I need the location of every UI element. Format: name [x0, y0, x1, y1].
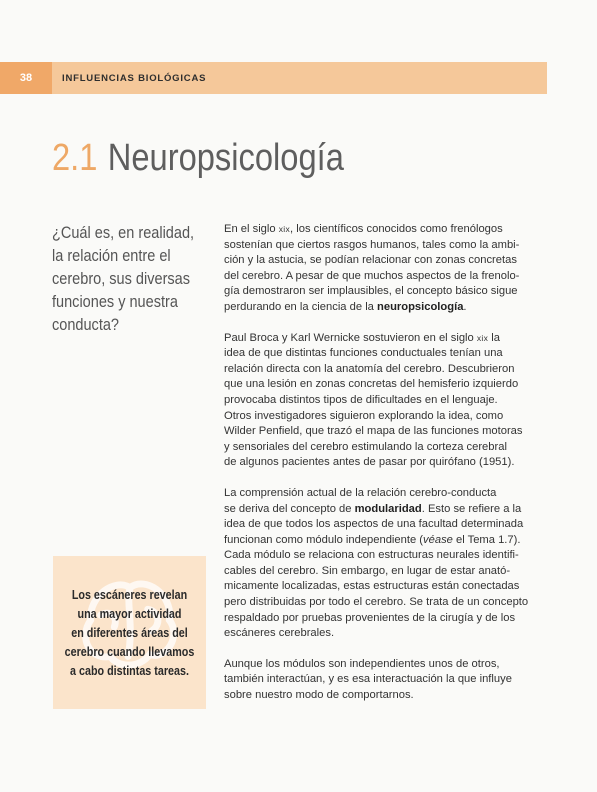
section-number: 2.1	[52, 137, 98, 179]
callout-line: Los escáneres revelan	[71, 588, 188, 602]
body-text	[224, 222, 549, 719]
keyword-modularidad: modularidad	[354, 502, 422, 515]
callout-line: una mayor actividad	[77, 607, 182, 621]
page-number: 38	[19, 72, 33, 84]
pull-question	[52, 222, 202, 337]
pull-question-line: funciones y nuestra	[52, 293, 178, 311]
callout-line: cerebro cuando llevamos	[64, 645, 195, 659]
callout-line: en diferentes áreas del	[71, 626, 188, 640]
pull-question-line: ¿Cuál es, en realidad,	[52, 224, 195, 242]
callout-box	[53, 556, 206, 709]
section-title	[52, 134, 344, 182]
pull-question-line: conducta?	[52, 316, 120, 334]
callout-line: a cabo distintas tareas.	[70, 664, 189, 678]
paragraph-modularidad: La comprensión actual de la relación cerebro-conducta se deriva del concepto de modularidad. Esto se refiere a la idea de que todos los aspectos de una facultad determinada funcionan como módulo independiente (véase el Tema 1.7). Cada módulo se relaciona con estructuras neurales identifi- cables del cerebro. Sin embargo, en lugar de estar anató- micamente localizadas, estas estructuras están conectadas pero distribuidas por todo el cerebro. Se trata de un concepto respaldado por pruebas provenientes de la cirugía y de los escáneres cerebrales.	[224, 486, 529, 640]
page-number-box	[0, 62, 52, 94]
pull-question-line: la relación entre el	[52, 247, 171, 265]
pull-question-line: cerebro, sus diversas	[52, 270, 191, 288]
paragraph-broca-wernicke: Paul Broca y Karl Wernicke sostuvieron en el siglo xix la idea de que distintas funciones conductuales tenían una relación directa con la anatomía del cerebro. Descubrieron que una lesión en zonas concretas del hemisferio izquierdo provocaba distintos tipos de dificultades en el lenguaje. Otros investigadores siguieron explorando la idea, como Wilder Penfield, que trazó el mapa de las funciones motoras y sensoriales del cerebro estimulando la corteza cerebral de algunos pacientes antes de pasar por quirófano (1951).	[224, 331, 523, 469]
paragraph-frenologia: En el siglo xix, los científicos conocidos como frenólogos sostenían que ciertos rasgos humanos, tales como la ambi- ción y la astucia, se podían relacionar con zonas concretas del cerebro. A pesar de que muchos aspectos de la frenolo- gía demostraron ser implausibles, el concepto básico sigue perdurando en la ciencia de la neuropsicología.	[224, 223, 520, 313]
callout-text	[53, 586, 206, 681]
paragraph-interaccion: Aunque los módulos son independientes unos de otros, también interactúan, y es esa interactuación la que influye sobre nuestro modo de comportarnos.	[224, 657, 512, 702]
section-name: Neuropsicología	[107, 137, 344, 179]
running-head: INFLUENCIAS BIOLÓGICAS	[62, 72, 207, 84]
keyword-neuropsicologia: neuropsicología	[377, 300, 464, 313]
